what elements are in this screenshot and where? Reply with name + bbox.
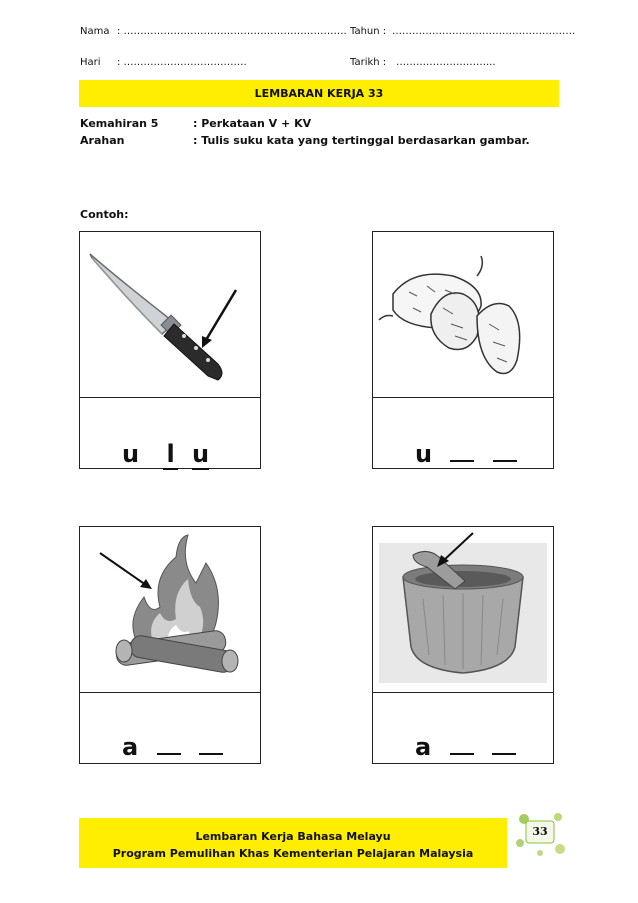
fire-picture-box xyxy=(79,526,261,694)
fire-illustration xyxy=(80,527,260,693)
knife-answer xyxy=(122,440,209,470)
fire-blank-2[interactable] xyxy=(199,751,223,755)
tahun-line[interactable]: ………………………………………………. xyxy=(392,26,576,37)
worksheet-title-banner xyxy=(79,80,559,107)
knife-filled-consonant: l xyxy=(163,440,177,470)
yams-picture-box xyxy=(372,231,554,399)
knife-first-vowel: u xyxy=(122,440,140,468)
footer-line-1: Lembaran Kerja Bahasa Melayu xyxy=(195,830,391,843)
arahan-value: : Tulis suku kata yang tertinggal berdasarkan gambar. xyxy=(193,134,530,147)
knife-answer-box xyxy=(79,397,261,469)
mortar-answer-box xyxy=(372,692,554,764)
kemahiran-value: : Perkataan V + KV xyxy=(193,117,312,130)
yams-first-vowel: u xyxy=(415,440,433,468)
knife-second-vowel: u xyxy=(192,440,210,468)
nama-label: Nama xyxy=(80,26,110,37)
yams-blank-1[interactable] xyxy=(450,458,474,462)
fire-answer-box xyxy=(79,692,261,764)
yams-answer-box xyxy=(372,397,554,469)
knife-picture-box xyxy=(79,231,261,399)
footer-line-2: Program Pemulihan Khas Kementerian Pelajaran Malaysia xyxy=(112,847,474,860)
fire-first-vowel: a xyxy=(122,733,139,761)
hari-label: Hari xyxy=(80,57,101,68)
footer-banner xyxy=(79,818,507,868)
tarikh-line[interactable]: ………………………... xyxy=(396,57,496,68)
nama-line[interactable]: : …………………………………………………………. xyxy=(117,26,347,37)
tahun-label: Tahun : xyxy=(350,26,387,37)
worksheet-title: LEMBARAN KERJA 33 xyxy=(254,87,384,100)
page-number: 33 xyxy=(532,825,548,838)
yams-illustration xyxy=(373,232,553,398)
yams-answer xyxy=(415,440,517,468)
tarikh-label: Tarikh : xyxy=(350,57,387,68)
yams-blank-2[interactable] xyxy=(493,458,517,462)
mortar-illustration xyxy=(373,527,553,693)
fire-answer xyxy=(122,733,223,761)
fire-blank-1[interactable] xyxy=(157,751,181,755)
contoh-label: Contoh: xyxy=(80,208,129,221)
hari-line[interactable]: : ………………………………. xyxy=(117,57,247,68)
page-number-badge xyxy=(514,809,566,857)
mortar-picture-box xyxy=(372,526,554,694)
mortar-blank-2[interactable] xyxy=(492,751,516,755)
arahan-label: Arahan xyxy=(80,134,125,147)
mortar-first-vowel: a xyxy=(415,733,432,761)
mortar-blank-1[interactable] xyxy=(450,751,474,755)
knife-illustration xyxy=(80,232,260,398)
kemahiran-label: Kemahiran 5 xyxy=(80,117,159,130)
mortar-answer xyxy=(415,733,516,761)
